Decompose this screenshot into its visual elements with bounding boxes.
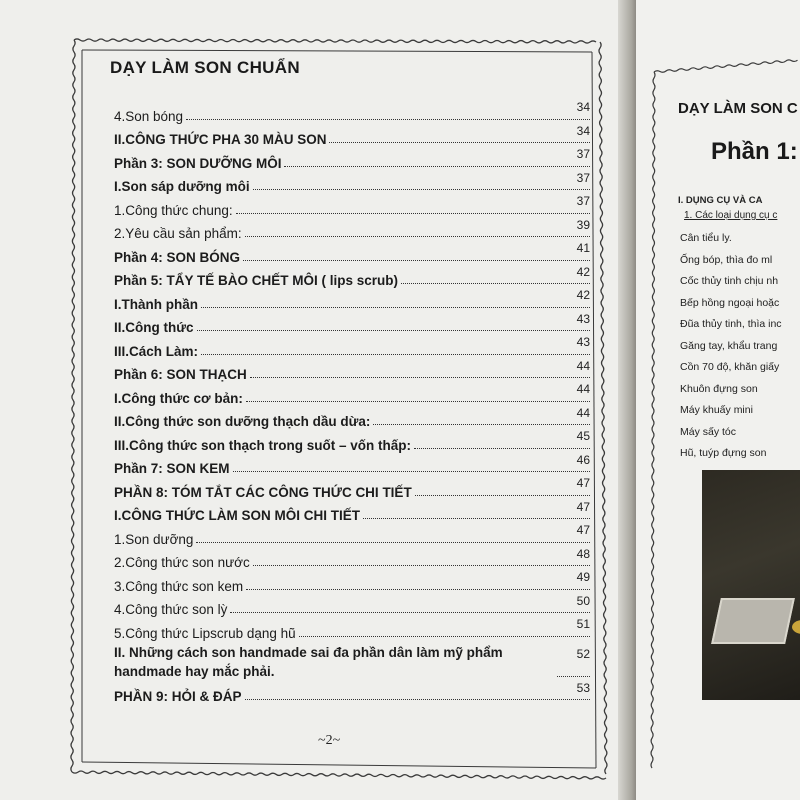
toc-entry	[114, 335, 590, 359]
toc-entry-label: I.Công thức cơ bản:	[114, 390, 243, 406]
tool-list-item: Ống bóp, thìa đo ml	[680, 253, 773, 266]
tool-list-item: Cốc thủy tinh chịu nh	[680, 275, 779, 287]
toc-entry	[114, 453, 590, 477]
toc-entry	[114, 124, 590, 148]
toc-entry-label: 5.Công thức Lipscrub dạng hũ	[114, 625, 296, 641]
toc-entry-page: 48	[576, 546, 590, 561]
toc-entry	[114, 147, 590, 171]
toc-entry-page: 37	[576, 170, 590, 185]
toc-entry-label: II. Những cách son handmade sai đa phần dân làm mỹ phẩm handmade hay mắc phải.	[114, 644, 503, 679]
toc-entry-page: 37	[576, 147, 590, 161]
toc-entry-page: 42	[576, 264, 590, 279]
toc-entry-page: 44	[576, 382, 590, 396]
toc-leader-dots	[197, 329, 590, 331]
toc-leader-dots	[415, 494, 590, 496]
toc-entry-page: 42	[576, 288, 590, 302]
toc-leader-dots	[401, 282, 590, 284]
toc-entry-page: 34	[576, 123, 590, 138]
toc-entry-page: 45	[576, 429, 590, 443]
toc-entry	[114, 359, 590, 383]
toc-entry-page: 47	[576, 476, 590, 490]
right-page	[636, 0, 800, 800]
toc-entry-label: II.Công thức	[114, 320, 194, 335]
toc-leader-dots	[245, 698, 590, 700]
toc-entry-page: 37	[576, 194, 590, 208]
toc-entry-label: I.CÔNG THỨC LÀM SON MÔI CHI TIẾT	[114, 508, 360, 523]
toc-leader-dots	[250, 376, 590, 378]
page-number: ~2~	[318, 733, 341, 748]
toc-entry	[114, 382, 590, 406]
toc-entry-page: 39	[576, 217, 590, 232]
toc-leader-dots	[233, 470, 590, 472]
toc-entry-label: II.Công thức son dưỡng thạch dầu dừa:	[114, 414, 371, 429]
toc-entry	[114, 476, 590, 500]
toc-entry-page: 46	[576, 452, 590, 467]
toc-leader-dots	[329, 141, 590, 143]
toc-leader-dots	[253, 188, 590, 190]
tool-list-item: Máy sấy tóc	[680, 425, 737, 438]
toc-entry-label: I.Son sáp dưỡng môi	[114, 179, 250, 194]
toc-entry-page: 49	[576, 570, 590, 584]
tool-list-item: Khuôn đựng son	[680, 382, 758, 395]
toc-entry	[114, 594, 590, 618]
toc-entry-label: 4.Công thức son lỳ	[114, 602, 228, 617]
toc-leader-dots	[284, 165, 590, 167]
toc-entry	[114, 641, 590, 681]
right-section-heading: I. DỤNG CỤ VÀ CA	[678, 195, 763, 206]
right-subsection-heading: 1. Các loại dụng cụ c	[684, 210, 778, 221]
toc-leader-dots	[230, 611, 590, 613]
toc-entry-label: 4.Son bóng	[114, 108, 184, 124]
toc-entry-label: III.Công thức son thạch trong suốt – vốn thấp:	[114, 437, 412, 453]
toc-entry-label: I.Thành phần	[114, 296, 198, 312]
toc-leader-dots	[236, 212, 590, 214]
toc-entry	[114, 570, 590, 594]
toc-leader-dots	[196, 541, 590, 543]
toc-entry	[114, 171, 590, 195]
toc-entry-page: 52	[576, 646, 590, 661]
toc-entry	[114, 500, 590, 524]
toc-entry	[114, 312, 590, 336]
toc-entry-page: 44	[576, 405, 590, 420]
tool-list-item: Đũa thủy tinh, thìa inc	[680, 318, 782, 330]
toc-entry-page: 44	[576, 358, 590, 373]
toc-leader-dots	[557, 675, 590, 677]
toc-leader-dots	[243, 259, 590, 261]
toc-entry	[114, 617, 590, 641]
toc-leader-dots	[246, 588, 590, 590]
toc-entry-label: 2.Công thức son nước	[114, 555, 250, 570]
toc-leader-dots	[363, 517, 590, 519]
toc-leader-dots	[253, 564, 590, 566]
toc-entry	[114, 265, 590, 289]
toc-leader-dots	[186, 118, 590, 120]
toc-entry-page: 47	[576, 499, 590, 514]
toc-entry-label: Phần 5: TẨY TẾ BÀO CHẾT MÔI ( lips scrub)	[114, 273, 399, 288]
tool-list-item: Cồn 70 độ, khăn giấy	[680, 361, 780, 373]
toc-entry-page: 43	[576, 335, 590, 349]
page-header: DẠY LÀM SON CHUẨN	[110, 58, 300, 77]
toc-leader-dots	[201, 353, 590, 355]
tool-list-item: Máy khuấy mini	[680, 404, 753, 416]
toc-entry	[114, 288, 590, 312]
toc-leader-dots	[201, 306, 590, 308]
toc-leader-dots	[373, 423, 590, 425]
toc-entry-label: 1.Công thức chung:	[114, 202, 233, 218]
tool-list-item: Hũ, tuýp đựng son	[680, 447, 767, 459]
toc-entry-label: Phần 4: SON BÓNG	[114, 249, 241, 265]
toc-entry	[114, 100, 590, 124]
toc-leader-dots	[414, 447, 590, 449]
tool-list-item: Găng tay, khẩu trang	[680, 339, 778, 352]
toc-entry-label: Phần 6: SON THẠCH	[114, 367, 247, 382]
toc-entry	[114, 547, 590, 571]
toc-entry	[114, 218, 590, 242]
toc-entry-label: 2.Yêu cầu sản phẩm:	[114, 226, 242, 241]
toc-entry	[114, 429, 590, 453]
toc-leader-dots	[246, 400, 590, 402]
toc-entry	[114, 406, 590, 430]
toc-entry-page: 41	[576, 241, 590, 255]
toc-entry-label: Phần 3: SON DƯỠNG MÔI	[114, 155, 282, 171]
toc-entry-label: 1.Son dưỡng	[114, 531, 194, 547]
tool-list-item: Bếp hồng ngoại hoặc	[680, 296, 780, 309]
tools-photo	[702, 470, 800, 700]
toc-entry-label: II.CÔNG THỨC PHA 30 MÀU SON	[114, 132, 327, 147]
toc-entry-label: PHẦN 8: TÓM TẮT CÁC CÔNG THỨC CHI TIẾT	[114, 484, 412, 500]
table-of-contents	[114, 100, 590, 704]
right-page-header: DẠY LÀM SON C	[678, 100, 798, 117]
toc-entry	[114, 194, 590, 218]
toc-entry	[114, 523, 590, 547]
toc-leader-dots	[299, 635, 590, 637]
tool-list	[680, 232, 782, 469]
toc-entry-page: 34	[576, 100, 590, 114]
gold-object	[792, 620, 800, 634]
scale-tray	[711, 598, 795, 644]
toc-leader-dots	[245, 235, 590, 237]
toc-entry-label: Phần 7: SON KEM	[114, 461, 230, 476]
toc-entry-label: PHẦN 9: HỎI & ĐÁP	[114, 689, 242, 704]
toc-entry-label: 3.Công thức son kem	[114, 578, 244, 594]
tool-list-item: Cân tiểu ly.	[680, 232, 732, 244]
toc-entry-page: 43	[576, 311, 590, 326]
toc-entry-label: III.Cách Làm:	[114, 343, 199, 359]
right-part-title: Phần 1:	[711, 138, 798, 165]
toc-entry-page: 51	[576, 617, 590, 631]
toc-entry-page: 53	[576, 680, 590, 695]
toc-entry	[114, 241, 590, 265]
toc-entry-page: 47	[576, 523, 590, 537]
toc-entry-page: 50	[576, 593, 590, 608]
toc-entry	[114, 681, 590, 705]
